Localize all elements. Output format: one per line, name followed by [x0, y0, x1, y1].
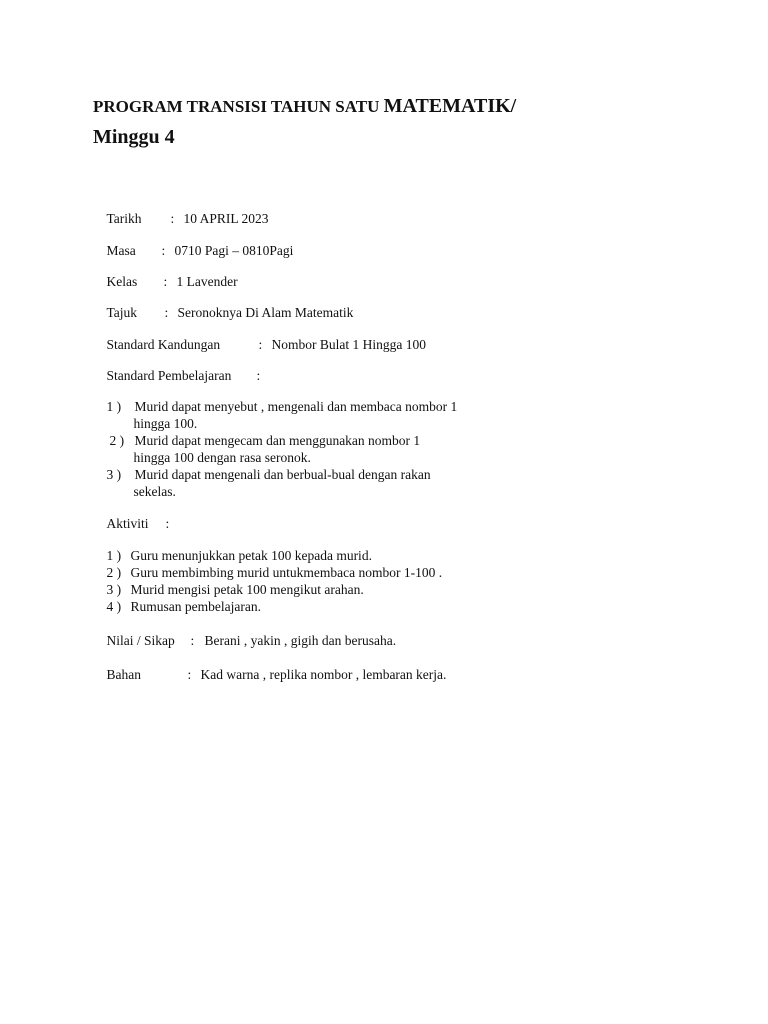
title-part1: PROGRAM TRANSISI TAHUN SATU	[93, 97, 384, 116]
sp-item-text-cont: hingga 100 dengan rasa seronok.	[133, 450, 311, 465]
tajuk-value: Seronoknya Di Alam Matematik	[177, 305, 354, 320]
title-part2: MATEMATIK/	[383, 95, 517, 117]
aktiviti-item-number: 4 )	[106, 599, 122, 614]
sp-separator: :	[256, 368, 261, 383]
tarikh-separator: :	[170, 211, 175, 226]
sp-item-number: 1 )	[106, 399, 122, 414]
kelas-value: 1 Lavender	[176, 274, 238, 289]
field-bahan	[93, 649, 446, 700]
sp-item-number: 2 )	[109, 433, 125, 448]
tarikh-value: 10 APRIL 2023	[183, 211, 269, 226]
aktiviti-item-number: 2 )	[106, 565, 122, 580]
aktiviti-item-text: Murid mengisi petak 100 mengikut arahan.	[130, 582, 364, 597]
aktiviti-item-number: 3 )	[106, 582, 122, 597]
kelas-separator: :	[163, 274, 168, 289]
aktiviti-item-text: Guru membimbing murid untukmembaca nombor 1-100 .	[130, 565, 443, 580]
title-week: Minggu 4	[93, 126, 175, 148]
bahan-separator: :	[187, 667, 192, 682]
sp-item-text: Murid dapat mengenali dan berbual-bual dengan rakan	[134, 467, 431, 482]
aktiviti-item-text: Rumusan pembelajaran.	[130, 599, 261, 614]
sk-label: Standard Kandungan	[106, 337, 221, 352]
aktiviti-item-text: Guru menunjukkan petak 100 kepada murid.	[130, 548, 372, 563]
sp-item-text: Murid dapat menyebut , mengenali dan membaca nombor 1	[134, 399, 458, 414]
aktiviti-label: Aktiviti	[106, 516, 149, 531]
bahan-label: Bahan	[106, 667, 141, 682]
aktiviti-item-number: 1 )	[106, 548, 122, 563]
tajuk-separator: :	[164, 305, 169, 320]
sp-item-number: 3 )	[106, 467, 122, 482]
kelas-label: Kelas	[106, 274, 138, 289]
tajuk-label: Tajuk	[106, 305, 138, 320]
sp-item-text-cont: hingga 100.	[133, 416, 198, 431]
masa-label: Masa	[106, 243, 136, 258]
tarikh-label: Tarikh	[106, 211, 142, 226]
sp-item-text: Murid dapat mengecam dan menggunakan nombor 1	[134, 433, 421, 448]
sp-item-text-cont: sekelas.	[133, 484, 176, 499]
sp-label: Standard Pembelajaran	[106, 368, 232, 383]
sk-separator: :	[258, 337, 263, 352]
nilai-label: Nilai / Sikap	[106, 633, 175, 648]
nilai-value: Berani , yakin , gigih dan berusaha.	[204, 633, 397, 648]
bahan-value: Kad warna , replika nombor , lembaran kerja.	[200, 667, 447, 682]
nilai-separator: :	[190, 633, 195, 648]
sk-value: Nombor Bulat 1 Hingga 100	[271, 337, 426, 352]
page-title	[93, 86, 516, 152]
masa-separator: :	[161, 243, 166, 258]
aktiviti-separator: :	[165, 516, 170, 531]
masa-value: 0710 Pagi – 0810Pagi	[174, 243, 294, 258]
